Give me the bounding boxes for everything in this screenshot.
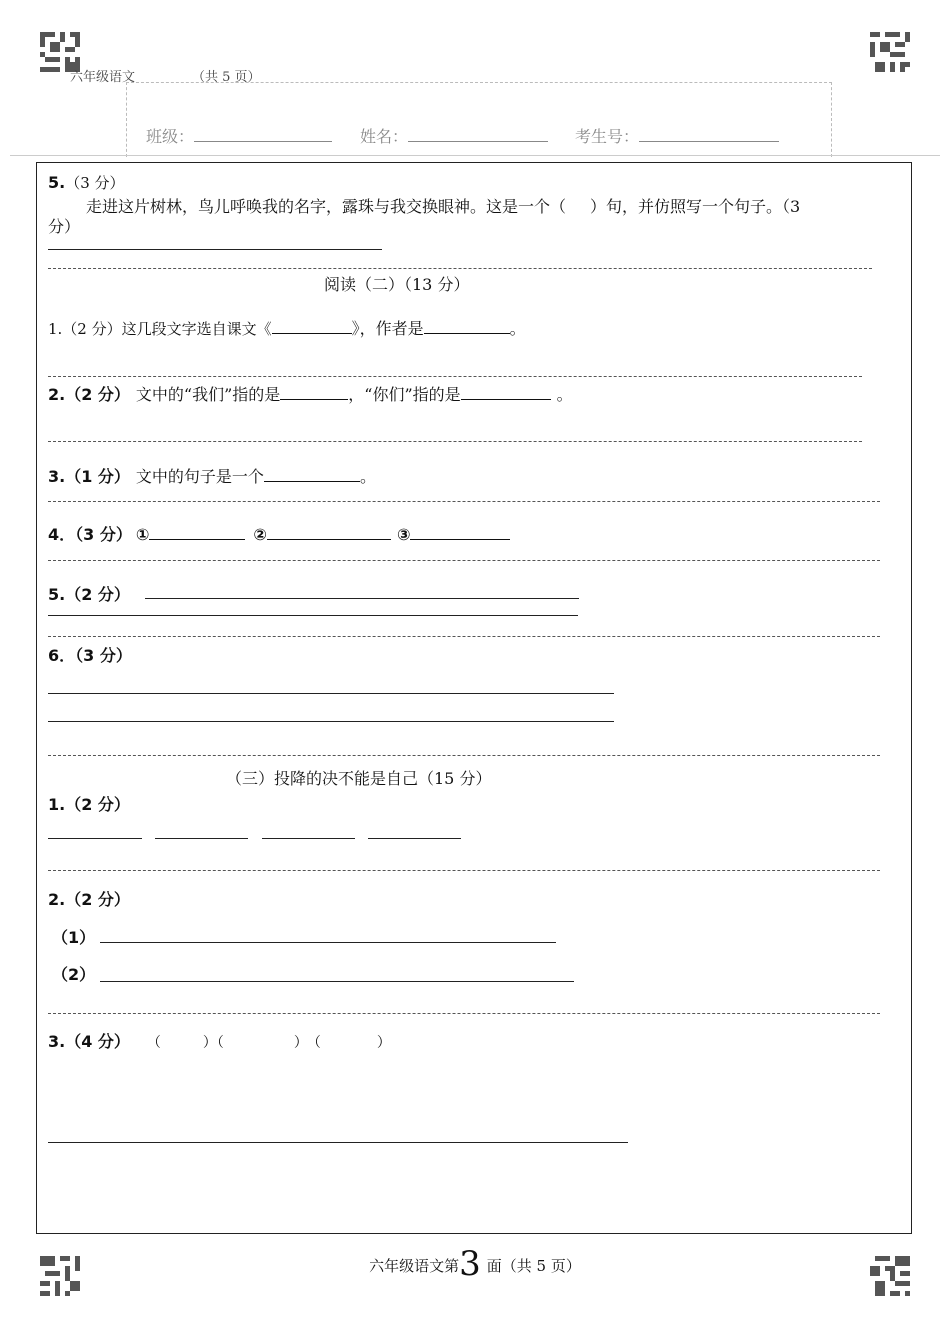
divider [48,441,862,442]
r2-q4: 4．（3 分） ① ② ③ [48,522,510,545]
r2-q2-number: 2.（2 分） [48,385,130,404]
divider [48,560,880,561]
student-id-blank[interactable] [639,125,779,142]
divider [48,268,872,269]
r2-q2-blank-1[interactable] [280,385,348,400]
r3-q2-sub1-line[interactable] [100,942,556,943]
r2-q6-number: 6．（3 分） [48,646,132,665]
r3-q1-blank-3[interactable] [262,838,355,839]
r3-q1-number: 1.（2 分） [48,795,130,814]
r3-q2-sub2-line[interactable] [100,981,574,982]
r3-q2-sub1-label: （1） [52,928,96,947]
q5-text: 走进这片树林，鸟儿呼唤我的名字，露珠与我交换眼神。这是一个（ ）句，并仿照写一个句子。（3 [86,197,801,216]
r2-q3: 3.（1 分） 文中的句子是一个 。 [48,467,376,486]
r3-q1-blank-4[interactable] [368,838,461,839]
r3-q1-blank-1[interactable] [48,838,142,839]
r2-q4-blank-1[interactable] [149,525,245,540]
r2-q5-answer-line-1[interactable] [145,598,579,599]
r3-q2-number: 2.（2 分） [48,890,130,909]
r2-q5-answer-line-2[interactable] [48,615,578,616]
r2-q4-number: 4．（3 分） [48,525,132,544]
r2-q6-answer-line-1[interactable] [48,693,614,694]
divider [48,870,880,871]
divider [48,755,880,756]
r3-q3-paren-1[interactable]: （ ） [153,1035,217,1051]
class-blank[interactable] [194,125,332,142]
q5-number: 5. [48,173,66,192]
r3-q3-paren-3[interactable]: （ ） [313,1035,391,1051]
r3-q2-sub2-label: （2） [52,965,96,984]
divider [48,636,880,637]
r2-q3-blank[interactable] [264,467,360,482]
r2-q2-blank-2[interactable] [461,385,551,400]
r2-q1: 1.（2 分）这几段文字选自课文《 》，作者是 。 [48,319,526,338]
q5-score: （3 分） [65,174,125,192]
divider [48,1013,880,1014]
page-number: 3 [459,1244,481,1284]
name-label: 姓名： [360,127,409,146]
r2-q3-number: 3.（1 分） [48,467,130,486]
r2-q4-blank-2[interactable] [267,525,391,540]
r3-q3-number: 3.（4 分） [48,1032,130,1051]
header-divider [10,155,940,156]
header-subject: 六年级语文 [70,70,136,85]
r2-q2: 2.（2 分） 文中的“我们”指的是 ，“你们”指的是 。 [48,385,573,404]
page-footer: 六年级语文第3 面（共 5 页） [369,1244,581,1284]
student-id-label: 考生号： [575,127,640,146]
q5-heading [48,172,125,193]
r2-q1-title-blank[interactable] [272,319,352,334]
q5-text-cont: 分） [48,217,81,236]
student-id-field[interactable] [575,124,779,147]
r2-q4-blank-3[interactable] [410,525,510,540]
qr-code-icon [870,32,910,72]
r2-q5-number: 5.（2 分） [48,585,130,604]
class-field[interactable] [146,124,332,147]
q5-answer-line[interactable] [48,249,382,250]
reading3-title: （三）投降的决不能是自己（15 分） [226,769,492,788]
r3-q1-blank-2[interactable] [155,838,248,839]
r2-q6-answer-line-2[interactable] [48,721,614,722]
divider [48,376,862,377]
r3-q3-paren-2[interactable]: （ ） [216,1035,308,1051]
r3-q3-answer-line[interactable] [48,1142,628,1143]
class-label: 班级： [146,127,195,146]
r2-q1-author-blank[interactable] [424,319,510,334]
name-field[interactable] [360,124,548,147]
name-blank[interactable] [408,125,548,142]
reading2-title: 阅读（二）（13 分） [324,275,470,294]
r3-q3 [48,1029,391,1052]
header-page-count: （共 5 页） [192,70,261,85]
divider [48,501,880,502]
